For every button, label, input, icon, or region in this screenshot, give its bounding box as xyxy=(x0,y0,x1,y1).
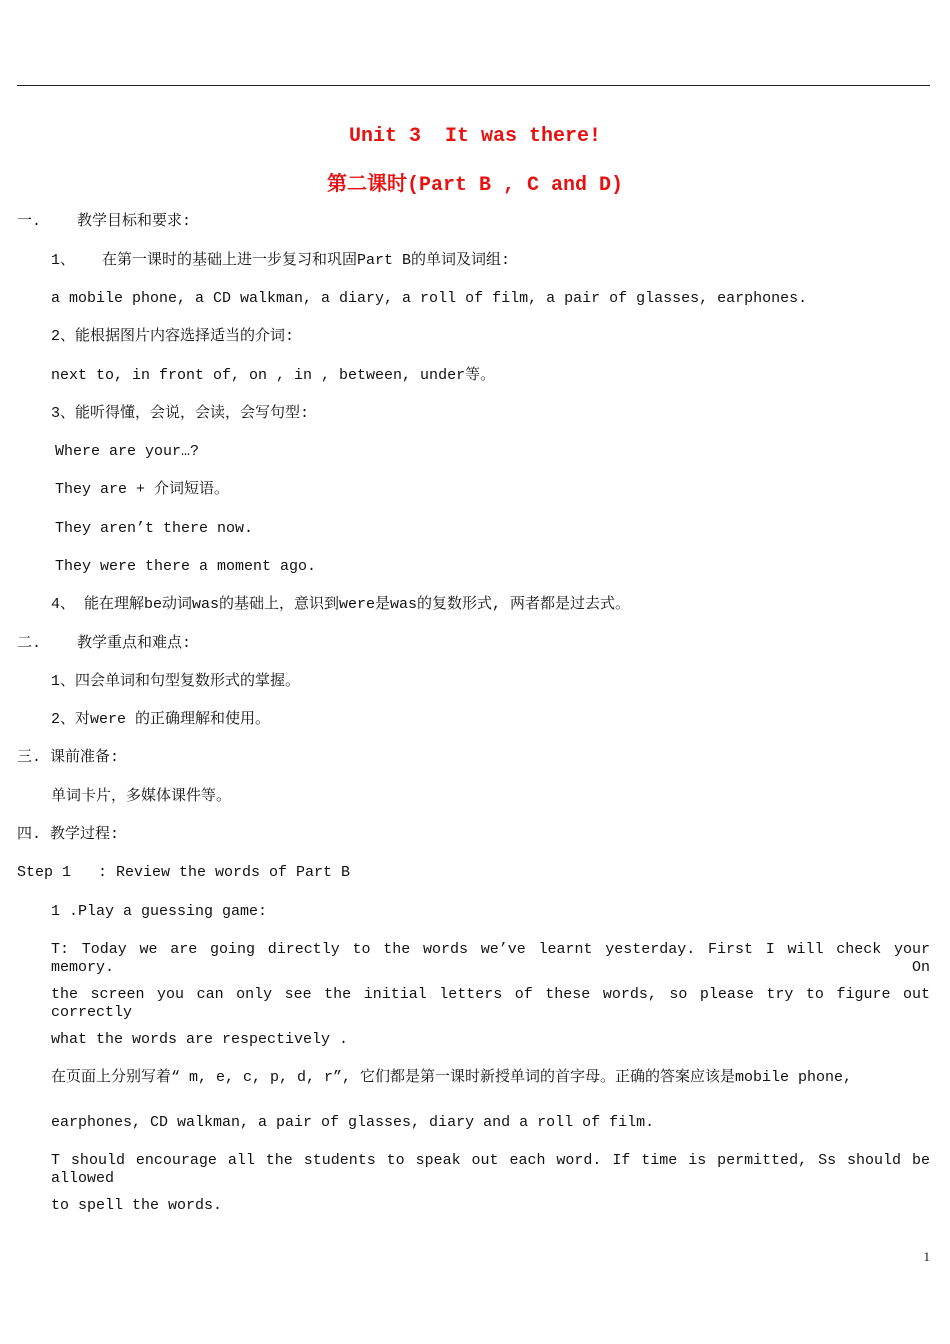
section-3-heading: 三. 课前准备: xyxy=(17,749,120,766)
objective-3: 3、能听得懂，会说，会读，会写句型: xyxy=(51,405,310,422)
section-2-heading: 二. 教学重点和难点: xyxy=(17,635,192,652)
key-point-2: 2、对were 的正确理解和使用。 xyxy=(51,711,271,728)
paragraph-teacher-line-1: T: Today we are going directly to the words we’ve learnt yesterday. First I will check your memory. On xyxy=(51,941,930,976)
key-point-1: 1、四会单词和句型复数形式的掌握。 xyxy=(51,673,301,690)
objective-2-words: next to, in front of, on , in , between, under等。 xyxy=(51,367,496,384)
sentence-pattern-4: They were there a moment ago. xyxy=(55,558,317,575)
paragraph-answer-line-2: earphones, CD walkman, a pair of glasses, diary and a roll of film. xyxy=(51,1114,655,1131)
preparation-text: 单词卡片，多媒体课件等。 xyxy=(51,788,232,805)
section-4-heading: 四. 教学过程: xyxy=(17,826,120,843)
paragraph-encourage-line-1: T should encourage all the students to speak out each word. If time is permitted, Ss should be allowed xyxy=(51,1152,930,1187)
sentence-pattern-3: They aren’t there now. xyxy=(55,520,254,537)
paragraph-answer-line-1: 在页面上分别写着“ m, e, c, p, d, r”, 它们都是第一课时新授单词的首字母。正确的答案应该是mobile phone, xyxy=(51,1069,853,1086)
objective-1: 1、 在第一课时的基础上进一步复习和巩固Part B的单词及词组: xyxy=(51,252,511,269)
step-1-heading: Step 1 : Review the words of Part B xyxy=(17,864,351,881)
paragraph-teacher-line-3: what the words are respectively . xyxy=(51,1031,349,1048)
section-1-heading: 一. 教学目标和要求: xyxy=(17,213,192,230)
header-rule xyxy=(17,85,930,86)
unit-title: Unit 3 It was there! xyxy=(348,125,602,148)
sentence-pattern-2: They are + 介词短语。 xyxy=(55,481,230,498)
step-1-activity: 1 .Play a guessing game: xyxy=(51,903,268,920)
objective-4: 4、 能在理解be动词was的基础上，意识到were是was的复数形式, 两者都是过去式。 xyxy=(51,596,631,613)
sentence-pattern-1: Where are your…? xyxy=(55,443,200,460)
paragraph-encourage-line-2: to spell the words. xyxy=(51,1197,223,1214)
page-number: 1 xyxy=(923,1249,930,1264)
lesson-subtitle: 第二课时(Part B , C and D) xyxy=(326,174,624,197)
objective-1-words: a mobile phone, a CD walkman, a diary, a roll of film, a pair of glasses, earphones. xyxy=(51,290,808,307)
objective-2: 2、能根据图片内容选择适当的介词: xyxy=(51,328,295,345)
paragraph-teacher-line-2: the screen you can only see the initial letters of these words, so please try to figure out correctly xyxy=(51,986,930,1021)
